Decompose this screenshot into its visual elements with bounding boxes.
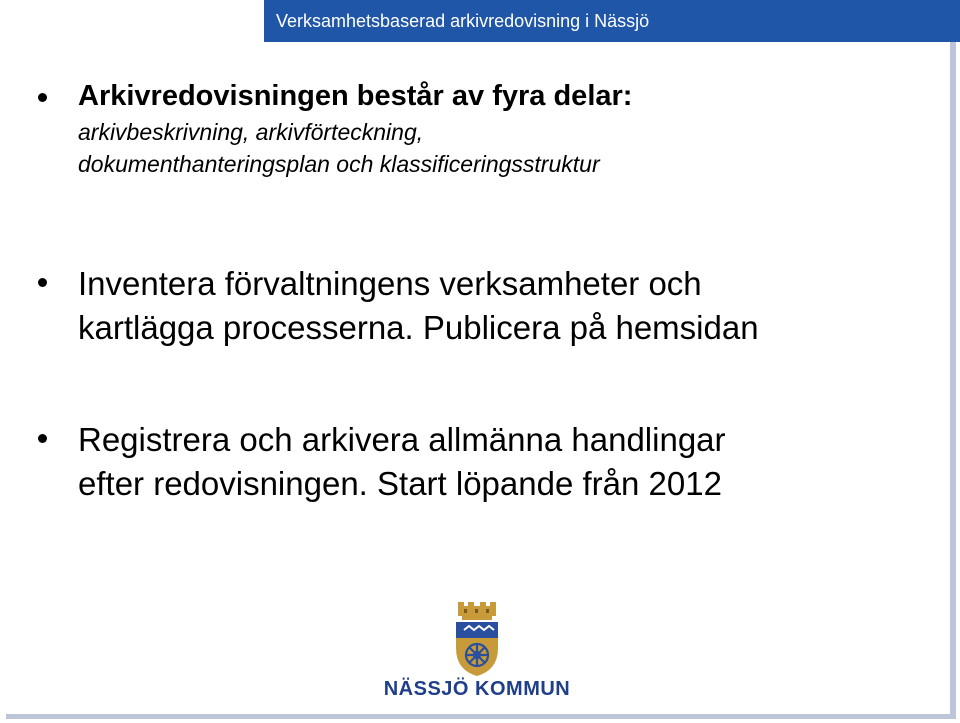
bullet-1-text [78, 76, 632, 180]
bullet-dot [38, 93, 47, 102]
bullet-dot [38, 278, 47, 287]
bullet-1-title: Arkivredovisningen består av fyra delar: [78, 80, 633, 112]
slide-shadow-bottom [6, 714, 956, 719]
header-title: Verksamhetsbaserad arkivredovisning i Nässjö [264, 0, 960, 42]
bullet-1-line-2: dokumenthanteringsplan och klassificeringsstruktur [78, 151, 600, 177]
coat-of-arms-icon [382, 600, 572, 678]
bullet-2-text [78, 262, 759, 350]
bullet-2-line-1: Inventera förvaltningens verksamheter och [78, 265, 702, 302]
bullet-3-text [78, 418, 726, 506]
bullet-3-line-2: efter redovisningen. Start löpande från 2012 [78, 465, 722, 502]
bullet-3-line-1: Registrera och arkivera allmänna handlingar [78, 421, 726, 458]
slide-shadow-right [950, 6, 956, 716]
nassjo-kommun-logo [382, 600, 572, 704]
bullet-dot [38, 434, 47, 443]
logo-text: NÄSSJÖ KOMMUN [383, 678, 571, 700]
bullet-1-line-1: arkivbeskrivning, arkivförteckning, [78, 119, 424, 145]
bullet-2-line-2: kartlägga processerna. Publicera på hemsidan [78, 309, 759, 346]
